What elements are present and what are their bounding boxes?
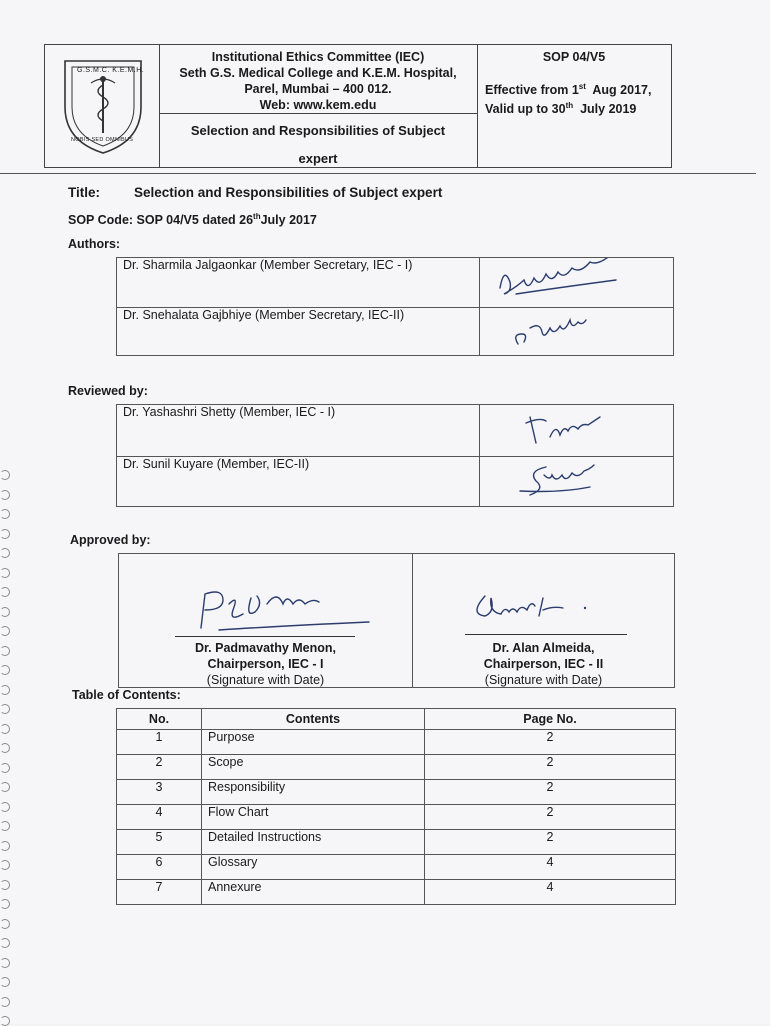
toc-row xyxy=(117,730,676,755)
author-1: Dr. Sharmila Jalgaonkar (Member Secretary, IEC - I) xyxy=(117,258,480,308)
toc-row xyxy=(117,805,676,830)
reviewer-2: Dr. Sunil Kuyare (Member, IEC-II) xyxy=(117,457,480,507)
toc-table xyxy=(116,708,676,905)
org-info xyxy=(159,49,477,113)
binder-hole xyxy=(0,938,10,948)
toc-label: Table of Contents: xyxy=(72,688,181,702)
binder-hole xyxy=(0,899,10,909)
logo-motto: NOBIS SED OMNIBUS xyxy=(71,137,134,143)
binder-hole xyxy=(0,568,10,578)
logo-text-top: G.S.M.C. K.E.M.H. xyxy=(77,67,145,74)
authors-table xyxy=(116,257,674,356)
effective-date: Effective from 1st Aug 2017, xyxy=(485,82,652,98)
approver-2-note: (Signature with Date) xyxy=(484,673,603,687)
sop-number: SOP 04/V5 xyxy=(542,50,606,64)
approver-1-note: (Signature with Date) xyxy=(206,673,325,687)
sop-code: SOP Code: SOP 04/V5 dated 26thJuly 2017 xyxy=(68,212,317,228)
title-value: Selection and Responsibilities of Subject expert xyxy=(134,185,443,200)
toc-cell-page: 2 xyxy=(425,730,676,755)
binder-hole xyxy=(0,626,10,636)
author-2: Dr. Snehalata Gajbhiye (Member Secretary, IEC-II) xyxy=(117,308,480,356)
kem-logo xyxy=(57,53,149,157)
binder-hole xyxy=(0,509,10,519)
binder-hole xyxy=(0,841,10,851)
doc-title-line1: Selection and Responsibilities of Subject xyxy=(190,123,446,138)
toc-cell-page: 4 xyxy=(425,880,676,905)
signature-icon xyxy=(453,582,633,632)
toc-row xyxy=(117,755,676,780)
validity-info xyxy=(485,79,671,117)
org-address: Parel, Mumbai – 400 012. xyxy=(244,82,392,96)
org-name: Institutional Ethics Committee (IEC) xyxy=(211,50,425,64)
reviewer-1: Dr. Yashashri Shetty (Member, IEC - I) xyxy=(117,405,480,457)
toc-cell-no: 6 xyxy=(117,855,202,880)
binder-hole xyxy=(0,782,10,792)
approver-2-cell xyxy=(413,554,674,687)
reviewer-2-signature xyxy=(480,457,674,507)
toc-row xyxy=(117,830,676,855)
binder-hole xyxy=(0,607,10,617)
binder-hole xyxy=(0,685,10,695)
binder-hole xyxy=(0,587,10,597)
binder-hole xyxy=(0,880,10,890)
approver-2-role: Chairperson, IEC - II xyxy=(483,657,604,671)
binder-hole xyxy=(0,704,10,714)
signature-icon xyxy=(486,457,666,501)
toc-cell-no: 4 xyxy=(117,805,202,830)
toc-cell-page: 4 xyxy=(425,855,676,880)
toc-row xyxy=(117,880,676,905)
signature-icon xyxy=(486,405,666,453)
binder-hole xyxy=(0,958,10,968)
toc-cell-contents: Purpose xyxy=(202,730,425,755)
binder-hole xyxy=(0,919,10,929)
org-college: Seth G.S. Medical College and K.E.M. Hospital, xyxy=(179,66,457,80)
binder-hole xyxy=(0,724,10,734)
toc-cell-no: 5 xyxy=(117,830,202,855)
binder-hole xyxy=(0,743,10,753)
reviewed-label: Reviewed by: xyxy=(68,384,148,398)
reviewers-table xyxy=(116,404,674,507)
binder-hole xyxy=(0,821,10,831)
binder-hole xyxy=(0,860,10,870)
signature-icon xyxy=(179,582,379,634)
toc-header-no: No. xyxy=(117,709,202,730)
doc-title-line2: expert xyxy=(298,151,338,166)
toc-cell-page: 2 xyxy=(425,755,676,780)
toc-cell-page: 2 xyxy=(425,780,676,805)
toc-cell-no: 7 xyxy=(117,880,202,905)
toc-cell-contents: Glossary xyxy=(202,855,425,880)
binder-hole xyxy=(0,548,10,558)
toc-cell-no: 2 xyxy=(117,755,202,780)
toc-cell-contents: Scope xyxy=(202,755,425,780)
title-label: Title: xyxy=(68,185,101,200)
toc-cell-page: 2 xyxy=(425,830,676,855)
approver-1-name: Dr. Padmavathy Menon, xyxy=(194,641,336,655)
approver-2-name: Dr. Alan Almeida, xyxy=(492,641,595,655)
org-website: Web: www.kem.edu xyxy=(259,98,377,112)
binder-hole xyxy=(0,646,10,656)
toc-row xyxy=(117,855,676,880)
approver-1-role: Chairperson, IEC - I xyxy=(207,657,324,671)
author-1-signature xyxy=(480,258,674,308)
reviewer-1-signature xyxy=(480,405,674,457)
authors-label: Authors: xyxy=(68,237,121,251)
header-box xyxy=(44,44,672,168)
binder-hole xyxy=(0,470,10,480)
toc-header-contents: Contents xyxy=(202,709,425,730)
valid-date: Valid up to 30th July 2019 xyxy=(485,101,637,117)
binder-hole xyxy=(0,529,10,539)
binder-hole xyxy=(0,665,10,675)
binder-hole xyxy=(0,490,10,500)
binder-hole xyxy=(0,763,10,773)
toc-row xyxy=(117,780,676,805)
toc-cell-no: 3 xyxy=(117,780,202,805)
binder-hole xyxy=(0,802,10,812)
binder-hole xyxy=(0,997,10,1007)
toc-cell-contents: Annexure xyxy=(202,880,425,905)
toc-cell-contents: Flow Chart xyxy=(202,805,425,830)
toc-cell-page: 2 xyxy=(425,805,676,830)
header-rule xyxy=(0,173,756,174)
doc-title-box xyxy=(159,117,477,173)
signature-icon xyxy=(486,308,666,352)
toc-cell-contents: Responsibility xyxy=(202,780,425,805)
binder-hole xyxy=(0,977,10,987)
binder-hole xyxy=(0,1016,10,1026)
toc-cell-contents: Detailed Instructions xyxy=(202,830,425,855)
approved-label: Approved by: xyxy=(70,533,151,547)
binder-holes xyxy=(0,0,10,1024)
toc-cell-no: 1 xyxy=(117,730,202,755)
author-2-signature xyxy=(480,308,674,356)
toc-header-page: Page No. xyxy=(425,709,676,730)
approvers-box xyxy=(118,553,675,688)
signature-icon xyxy=(486,258,666,304)
approver-1-cell xyxy=(119,554,412,687)
